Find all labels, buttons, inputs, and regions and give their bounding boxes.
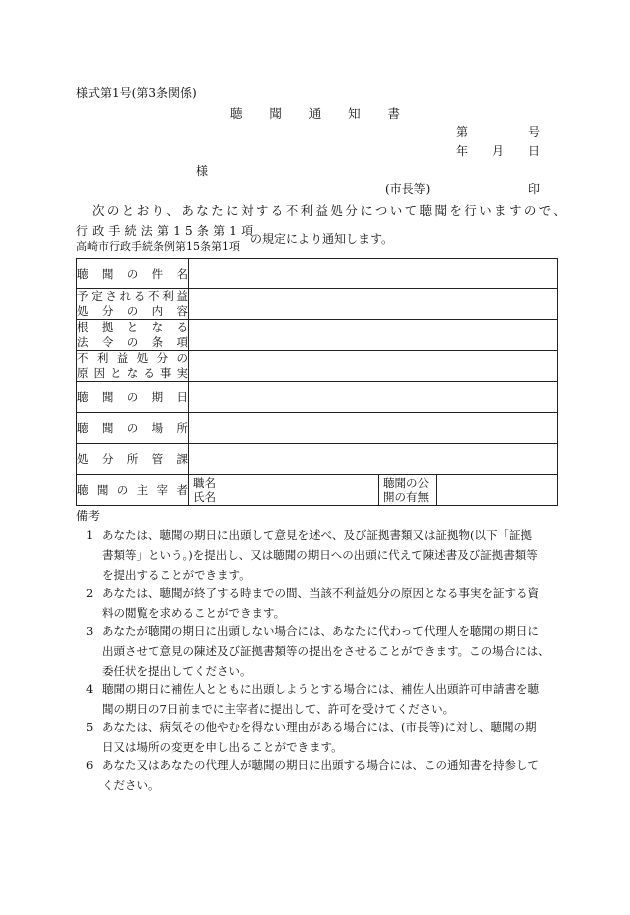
row-label bbox=[77, 444, 189, 475]
public-value-cell[interactable] bbox=[437, 475, 558, 506]
sender-name: (市長等) bbox=[385, 182, 431, 196]
table-row bbox=[77, 382, 558, 413]
label-char: れ bbox=[119, 289, 132, 303]
label-char: 処 bbox=[77, 304, 89, 318]
note-number: 4 bbox=[86, 682, 94, 696]
document-title bbox=[230, 104, 400, 122]
note-line: 聴聞の期日に補佐人とともに出頭しようとする場合には、補佐人出頭許可申請書を聴 bbox=[102, 682, 539, 696]
addressee-suffix: 様 bbox=[196, 164, 209, 178]
label-char: 定 bbox=[91, 289, 103, 303]
label-char: の bbox=[126, 335, 139, 349]
label-char: 法 bbox=[77, 335, 89, 349]
row-label bbox=[77, 351, 189, 382]
label-char: 聞 bbox=[96, 483, 109, 497]
label-char: な bbox=[151, 320, 164, 334]
label-char: 聴 bbox=[77, 421, 89, 435]
presider-name-label: 氏名 bbox=[193, 490, 216, 504]
label-char: 条 bbox=[151, 335, 164, 349]
row-label bbox=[77, 382, 189, 413]
note-number: 2 bbox=[86, 586, 94, 600]
title-char: 知 bbox=[348, 106, 361, 121]
table-row bbox=[77, 320, 558, 351]
label-char: 者 bbox=[176, 483, 188, 497]
row-label bbox=[77, 475, 189, 506]
note-number: 1 bbox=[86, 528, 94, 542]
note-item bbox=[86, 526, 558, 585]
number-suffix: 号 bbox=[528, 125, 541, 139]
title-char: 通 bbox=[308, 106, 322, 121]
label-char: 課 bbox=[176, 452, 188, 466]
title-char: 聴 bbox=[230, 106, 243, 121]
label-char: 聞 bbox=[101, 266, 114, 281]
label-char: る bbox=[143, 366, 155, 380]
label-char: 主 bbox=[136, 483, 149, 497]
label-char: 内 bbox=[151, 304, 164, 318]
table-row bbox=[77, 259, 558, 289]
label-char: 日 bbox=[176, 390, 188, 404]
law-option-a: 行政手続法第15条第1項 bbox=[76, 224, 258, 238]
notes-heading: 備考 bbox=[76, 509, 101, 523]
note-line: 書類等」という。)を提出し、又は聴聞の期日への出頭に代えて陳述書及び証拠書類等 bbox=[102, 547, 538, 562]
value-cell[interactable] bbox=[189, 259, 558, 289]
form-label: 様式第1号(第3条関係) bbox=[76, 86, 197, 100]
label-char: 予 bbox=[77, 289, 89, 303]
label-char: 管 bbox=[151, 452, 164, 466]
note-number: 3 bbox=[86, 624, 94, 638]
label-char: 期 bbox=[151, 390, 164, 404]
label-char: 場 bbox=[151, 421, 164, 435]
note-line: あなたは、聴聞が終了する時までの間、当該不利益処分の原因となる事実を証する資 bbox=[102, 586, 539, 600]
value-cell[interactable] bbox=[189, 413, 558, 444]
label-char: の bbox=[176, 351, 188, 365]
label-char: の bbox=[116, 483, 129, 497]
label-char: 分 bbox=[101, 452, 114, 466]
table-row bbox=[77, 444, 558, 475]
label-char: 分 bbox=[156, 351, 169, 365]
date-month: 月 bbox=[492, 144, 505, 158]
label-char: 聴 bbox=[77, 483, 89, 497]
label-char: の bbox=[126, 304, 139, 318]
note-line: 料の閲覧を求めることができます。 bbox=[102, 605, 286, 620]
label-char: 不 bbox=[148, 289, 160, 303]
label-char: と bbox=[126, 320, 139, 334]
title-char: 聞 bbox=[269, 106, 282, 121]
note-line: 聞の期日の7日前までに主宰者に提出して、許可を受けてください。 bbox=[102, 701, 455, 716]
date-year: 年 bbox=[456, 144, 469, 158]
number-prefix: 第 bbox=[456, 125, 469, 139]
intro-line-1: 次のとおり、あなたに対する不利益処分について聴聞を行いますので、 bbox=[92, 203, 569, 218]
label-char: 項 bbox=[176, 335, 188, 349]
label-char: る bbox=[176, 320, 188, 334]
label-char: 令 bbox=[101, 335, 114, 349]
label-char: 根 bbox=[77, 320, 89, 334]
table-row bbox=[77, 289, 558, 320]
label-char: の bbox=[126, 266, 139, 281]
label-char: 宰 bbox=[156, 483, 169, 497]
note-item bbox=[86, 584, 558, 624]
row-label bbox=[77, 289, 189, 320]
row-label bbox=[77, 413, 189, 444]
note-item bbox=[86, 680, 558, 720]
note-item bbox=[86, 718, 558, 758]
note-line: ください。 bbox=[102, 777, 160, 792]
note-line: 出頭させて意見の陳述及び証拠書類等の提出をさせることができます。この場合には、 bbox=[102, 643, 550, 658]
label-char: 所 bbox=[176, 421, 188, 435]
hearing-details-table bbox=[76, 258, 558, 506]
label-char: 因 bbox=[93, 366, 106, 380]
presider-title-label: 職名 bbox=[193, 476, 216, 490]
label-char: 実 bbox=[176, 366, 188, 380]
value-cell[interactable] bbox=[189, 320, 558, 351]
title-char: 書 bbox=[387, 106, 400, 121]
note-line: を提出することができます。 bbox=[102, 567, 251, 582]
label-char: 処 bbox=[77, 452, 89, 466]
label-char: と bbox=[110, 366, 122, 380]
note-line: あなたは、聴聞の期日に出頭して意見を述べ、及び証拠書類又は証拠物(以下「証拠 bbox=[102, 528, 532, 542]
label-char: 利 bbox=[96, 351, 109, 365]
note-number: 6 bbox=[86, 758, 94, 772]
label-char: 原 bbox=[77, 366, 89, 380]
label-char: 益 bbox=[116, 351, 129, 365]
public-label-cell bbox=[379, 475, 437, 506]
label-char: 処 bbox=[136, 351, 149, 365]
label-char: 聴 bbox=[77, 266, 89, 281]
date-day: 日 bbox=[528, 144, 541, 158]
table-row bbox=[77, 351, 558, 382]
note-line: あなたが聴聞の期日に出頭しない場合には、あなたに代わって代理人を聴聞の期日に bbox=[102, 624, 539, 638]
label-char: さ bbox=[105, 289, 117, 303]
row-label bbox=[77, 320, 189, 351]
value-cell[interactable] bbox=[189, 289, 558, 320]
note-line: 日又は場所の変更を申し出ることができます。 bbox=[102, 739, 343, 754]
note-item bbox=[86, 756, 558, 796]
value-cell[interactable] bbox=[189, 351, 558, 382]
label-char: 事 bbox=[159, 366, 172, 380]
label-char: 聴 bbox=[77, 390, 89, 404]
label-char: 件 bbox=[151, 266, 164, 281]
intro-line-2-suffix: の規定により通知します。 bbox=[250, 232, 394, 246]
note-item bbox=[86, 622, 558, 681]
label-char: の bbox=[126, 421, 139, 435]
value-cell[interactable] bbox=[189, 444, 558, 475]
label-char: 不 bbox=[77, 351, 89, 365]
public-label-line-2: 開の有無 bbox=[383, 490, 429, 504]
presider-cell[interactable] bbox=[189, 475, 379, 506]
label-char: な bbox=[126, 366, 139, 380]
note-line: あなた又はあなたの代理人が聴聞の期日に出頭する場合には、この通知書を持参して bbox=[102, 758, 539, 772]
label-char: 聞 bbox=[101, 390, 114, 404]
label-char: 益 bbox=[176, 289, 188, 303]
label-char: 名 bbox=[176, 266, 188, 281]
label-char: 利 bbox=[162, 289, 174, 303]
label-char: 分 bbox=[101, 304, 114, 318]
value-cell[interactable] bbox=[189, 382, 558, 413]
table-row bbox=[77, 413, 558, 444]
label-char: る bbox=[133, 289, 146, 303]
row-label bbox=[77, 259, 189, 289]
note-line: あなたは、病気その他やむを得ない理由がある場合には、(市長等)に対し、聴聞の期 bbox=[102, 720, 537, 734]
label-char: の bbox=[126, 390, 139, 404]
label-char: 所 bbox=[126, 452, 139, 466]
presider-row bbox=[77, 475, 558, 506]
note-line: 委任状を提出してください。 bbox=[102, 663, 252, 678]
label-char: 聞 bbox=[101, 421, 114, 435]
label-char: 容 bbox=[176, 304, 188, 318]
law-option-b: 高崎市行政手続条例第15条第1項 bbox=[76, 240, 240, 253]
label-char: 拠 bbox=[101, 320, 114, 334]
public-label-line-1: 聴聞の公 bbox=[383, 476, 429, 490]
note-number: 5 bbox=[86, 720, 94, 734]
seal-mark: 印 bbox=[528, 182, 541, 196]
